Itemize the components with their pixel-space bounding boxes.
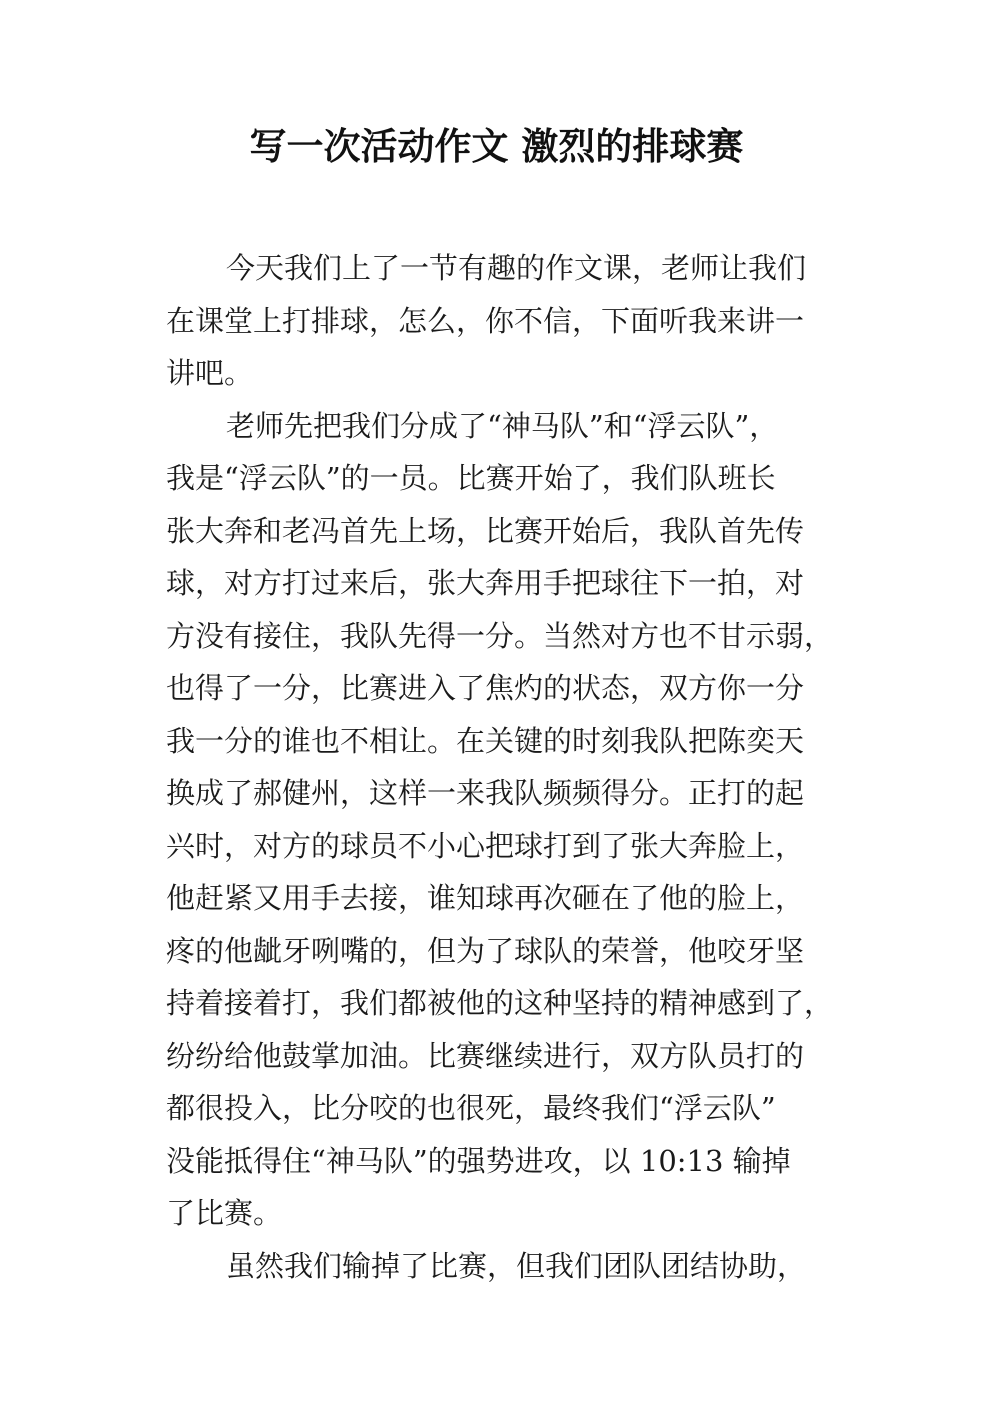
text-line: 球，对方打过来后，张大奔用手把球往下一拍，对 bbox=[166, 566, 805, 600]
document-body bbox=[166, 242, 838, 1292]
text-line: 纷纷给他鼓掌加油。比赛继续进行，双方队员打的 bbox=[166, 1038, 805, 1073]
text-line: 疼的他龇牙咧嘴的，但为了球队的荣誉，他咬牙坚 bbox=[166, 933, 805, 968]
text-line: 老师先把我们分成了“神马队”和“浮云队”， bbox=[226, 408, 779, 443]
text-line: 虽然我们输掉了比赛，但我们团队团结协助， bbox=[226, 1248, 807, 1283]
text-line: 持着接着打，我们都被他的这种坚持的精神感到了， bbox=[166, 986, 834, 1020]
text-line: 方没有接住，我队先得一分。当然对方也不甘示弱， bbox=[166, 618, 834, 653]
text-line: 我一分的谁也不相让。在关键的时刻我队把陈奕天 bbox=[166, 723, 805, 758]
text-line: 在课堂上打排球，怎么，你不信，下面听我来讲一 bbox=[166, 303, 805, 338]
text-line: 换成了郝健州，这样一来我队频频得分。正打的起 bbox=[166, 776, 805, 810]
document-title: 写一次活动作文 激烈的排球赛 bbox=[249, 125, 744, 168]
text-line: 都很投入，比分咬的也很死，最终我们“浮云队” bbox=[166, 1091, 776, 1125]
text-line: 没能抵得住“神马队”的强势进攻，以 10:13 输掉 bbox=[166, 1143, 791, 1178]
text-line: 他赶紧又用手去接，谁知球再次砸在了他的脸上， bbox=[166, 881, 805, 915]
text-line: 讲吧。 bbox=[166, 356, 254, 390]
text-line: 张大奔和老冯首先上场，比赛开始后，我队首先传 bbox=[166, 513, 805, 548]
text-line: 兴时，对方的球员不小心把球打到了张大奔脸上， bbox=[166, 828, 805, 863]
text-line: 了比赛。 bbox=[166, 1196, 283, 1230]
text-line: 也得了一分，比赛进入了焦灼的状态，双方你一分 bbox=[166, 671, 805, 705]
text-line: 我是“浮云队”的一员。比赛开始了，我们队班长 bbox=[166, 461, 776, 495]
text-line: 今天我们上了一节有趣的作文课，老师让我们 bbox=[226, 251, 807, 285]
